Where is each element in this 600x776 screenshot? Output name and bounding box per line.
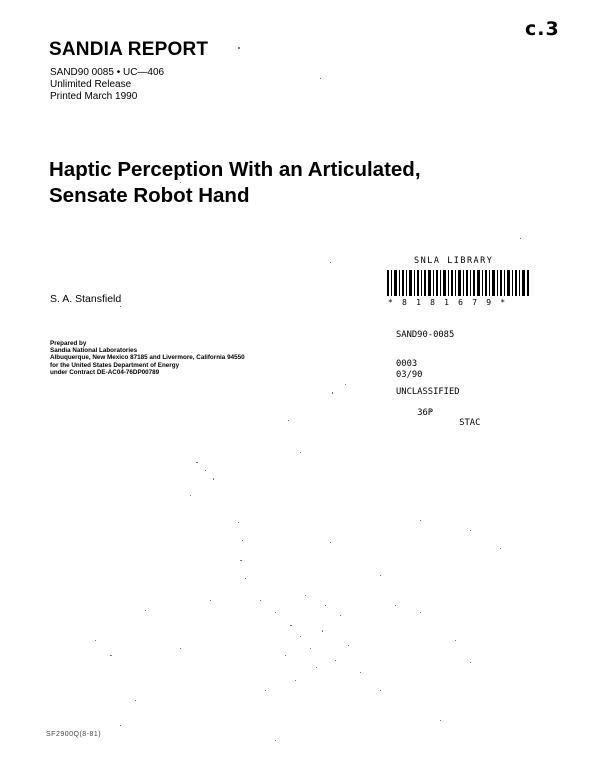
library-copy-number: 0003 — [396, 358, 418, 369]
prepared-by-contract: under Contract DE-AC04-76DP00789 — [50, 368, 160, 376]
library-code: STAC — [459, 417, 481, 428]
prepared-by-block — [50, 340, 245, 376]
library-sand-number: SAND90-0085 — [396, 330, 455, 340]
library-label: SNLA LIBRARY — [414, 256, 494, 266]
barcode-digits: * 8 1 8 1 6 7 9 * — [388, 298, 508, 307]
prepared-by-label: Prepared by — [50, 340, 87, 347]
prepared-by-address: Albuquerque, New Mexico 87185 and Livermore, California 94550 — [50, 354, 245, 362]
prepared-by-sponsor: for the United States Department of Energy — [50, 361, 180, 369]
form-code: SF2900Q(8-81) — [46, 731, 102, 738]
library-pages-row — [396, 400, 480, 438]
document-title — [49, 157, 421, 209]
library-pages: 36P — [417, 408, 434, 418]
library-classification: UNCLASSIFIED — [396, 387, 460, 397]
library-barcode — [386, 268, 532, 308]
print-date: Printed March 1990 — [50, 91, 138, 102]
document-title-line-2: Sensate Robot Hand — [49, 184, 250, 207]
release-status: Unlimited Release — [50, 79, 132, 90]
report-series-title: SANDIA REPORT — [49, 39, 209, 60]
handwritten-copy-mark: c.3 — [525, 18, 560, 40]
author-name: S. A. Stansfield — [50, 293, 122, 305]
document-title-line-1: Haptic Perception With an Articulated, — [49, 158, 421, 181]
report-number: SAND90 0085 • UC—406 — [50, 67, 165, 78]
library-date-block — [396, 352, 480, 447]
library-date: 03/90 — [396, 370, 423, 380]
prepared-by-org: Sandia National Laboratories — [50, 347, 138, 355]
